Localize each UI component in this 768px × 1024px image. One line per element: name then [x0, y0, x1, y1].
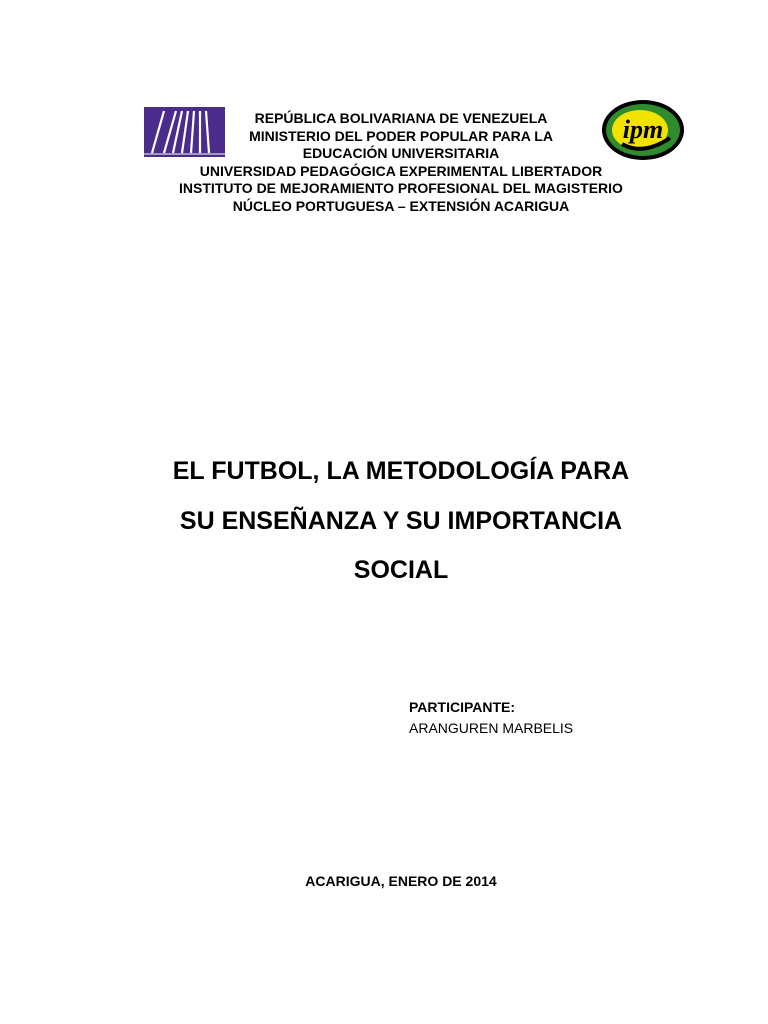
header-line: REPÚBLICA BOLIVARIANA DE VENEZUELA — [254, 110, 548, 126]
header-line: NÚCLEO PORTUGUESA – EXTENSIÓN ACARIGUA — [232, 197, 570, 214]
header-line: MINISTERIO DEL PODER POPULAR PARA LA — [249, 127, 553, 144]
participant-name: ARANGUREN MARBELIS — [409, 720, 574, 736]
header-line: EDUCACIÓN UNIVERSITARIA — [302, 145, 500, 162]
header-line: UNIVERSIDAD PEDAGÓGICA EXPERIMENTAL LIBERTADOR — [199, 162, 603, 179]
ipm-logo-text: ipm — [622, 115, 664, 144]
participant-label: PARTICIPANTE: — [409, 699, 516, 715]
institution-header — [100, 110, 702, 216]
header-line: INSTITUTO DE MEJORAMIENTO PROFESIONAL DEL MAGISTERIO — [179, 180, 623, 197]
title-line: EL FUTBOL, LA METODOLOGÍA PARA — [172, 457, 630, 485]
place-date: ACARIGUA, ENERO DE 2014 — [305, 873, 497, 889]
title-line: SOCIAL — [353, 556, 449, 584]
participant-block — [409, 697, 573, 739]
title-line: SU ENSEÑANZA Y SU IMPORTANCIA — [179, 506, 623, 535]
document-title — [100, 447, 702, 596]
